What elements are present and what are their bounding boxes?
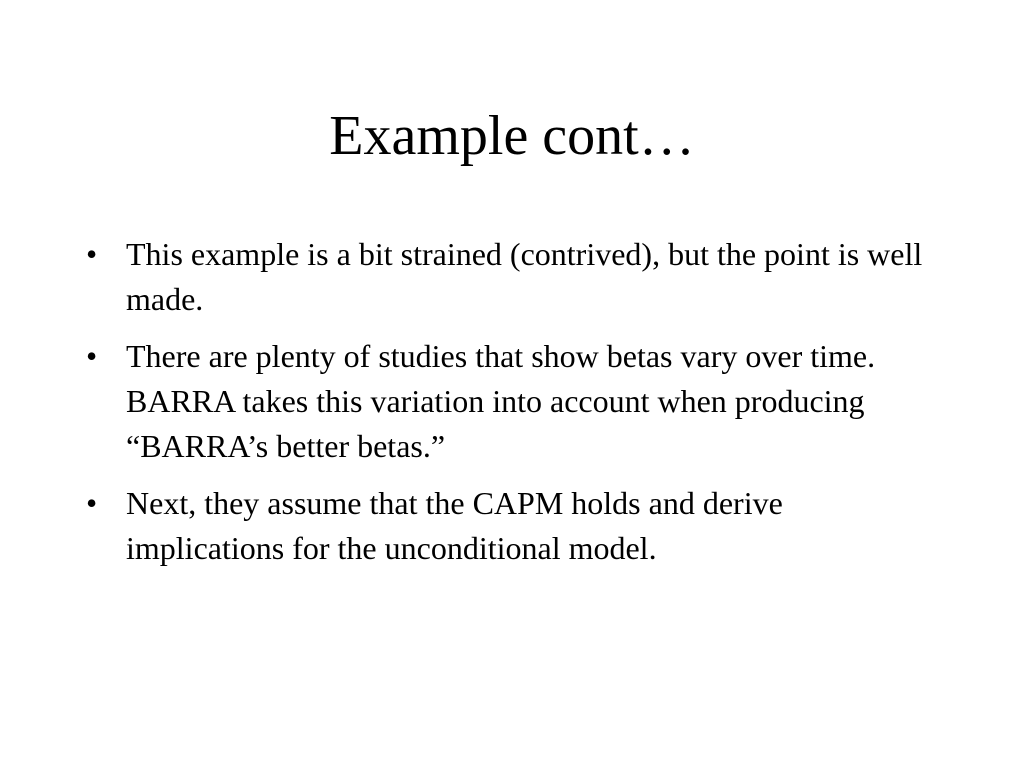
bullet-text: There are plenty of studies that show betas vary over time. BARRA takes this variation into account when producing “BARRA’s better betas.” — [126, 338, 876, 464]
bullet-text: Next, they assume that the CAPM holds and derive implications for the unconditional model. — [126, 485, 783, 566]
bullet-text: This example is a bit strained (contrived), but the point is well made. — [126, 236, 923, 317]
bullet-marker: • — [86, 485, 98, 521]
bullet-item-3 — [82, 481, 942, 571]
slide-title: Example cont… — [329, 105, 695, 167]
bullet-marker: • — [86, 338, 98, 374]
bullet-item-2 — [82, 334, 942, 469]
bullet-list — [82, 232, 942, 583]
bullet-marker: • — [86, 236, 98, 272]
bullet-item-1 — [82, 232, 942, 322]
